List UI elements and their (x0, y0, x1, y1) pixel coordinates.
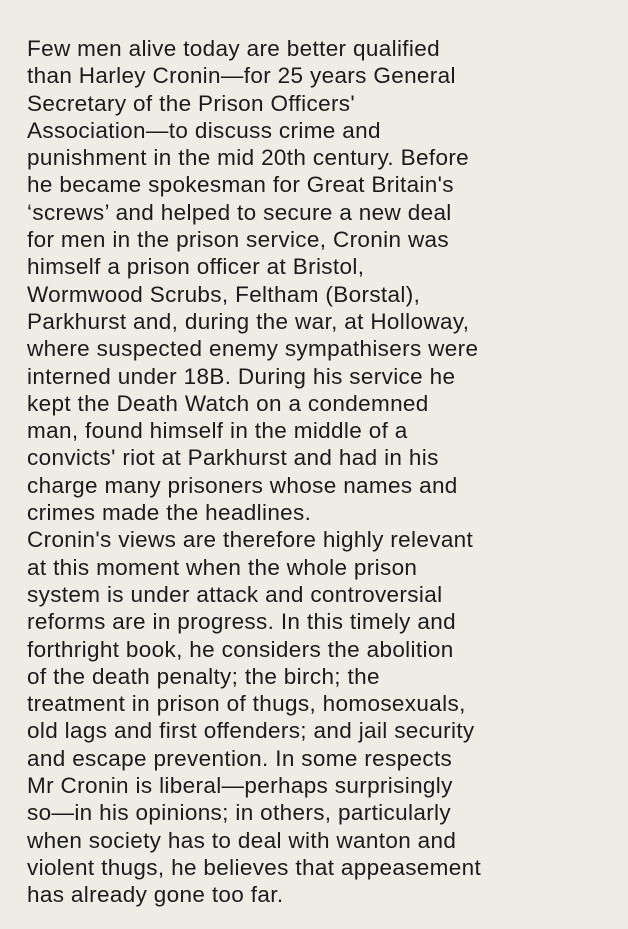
text-line: where suspected enemy sympathisers were (27, 336, 479, 362)
text-line: has already gone too far. (27, 882, 284, 908)
text-line: of the death penalty; the birch; the (27, 663, 380, 689)
text-line: kept the Death Watch on a condemned (27, 390, 429, 416)
text-line: Wormwood Scrubs, Feltham (Borstal), (27, 281, 421, 307)
text-line: Mr Cronin is liberal—perhaps surprisingly (27, 773, 453, 799)
text-line: Parkhurst and, during the war, at Holloway, (27, 308, 470, 334)
text-line: system is under attack and controversial (27, 581, 443, 607)
text-line: reforms are in progress. In this timely and (27, 609, 456, 635)
text-line: crimes made the headlines. (27, 500, 312, 526)
text-line: charge many prisoners whose names and (27, 472, 458, 498)
paragraph-2 (27, 526, 608, 908)
text-line: than Harley Cronin—for 25 years General (27, 63, 456, 89)
text-line: man, found himself in the middle of a (27, 418, 408, 444)
blurb-text (27, 35, 608, 909)
text-line: and escape prevention. In some respects (27, 745, 453, 771)
text-line: so—in his opinions; in others, particularly (27, 800, 451, 826)
paragraph-1 (27, 35, 608, 526)
text-line: treatment in prison of thugs, homosexuals, (27, 691, 466, 717)
text-line: Association—to discuss crime and (27, 117, 381, 143)
text-line: ‘screws’ and helped to secure a new deal (27, 199, 452, 225)
text-line: punishment in the mid 20th century. Before (27, 145, 470, 171)
text-line: when society has to deal with wanton and (27, 827, 457, 853)
text-line: Few men alive today are better qualified (27, 36, 440, 61)
text-line: at this moment when the whole prison (27, 554, 418, 580)
text-line: interned under 18B. During his service he (27, 363, 456, 389)
text-line: for men in the prison service, Cronin was (27, 227, 450, 253)
text-line: Cronin's views are therefore highly relevant (27, 527, 474, 553)
text-line: Secretary of the Prison Officers' (27, 90, 356, 116)
text-line: convicts' riot at Parkhurst and had in his (27, 445, 439, 471)
text-line: violent thugs, he believes that appeasement (27, 854, 482, 880)
text-line: he became spokesman for Great Britain's (27, 172, 454, 198)
text-line: old lags and first offenders; and jail security (27, 718, 475, 744)
text-line: himself a prison officer at Bristol, (27, 254, 365, 280)
text-line: forthright book, he considers the abolition (27, 636, 454, 662)
